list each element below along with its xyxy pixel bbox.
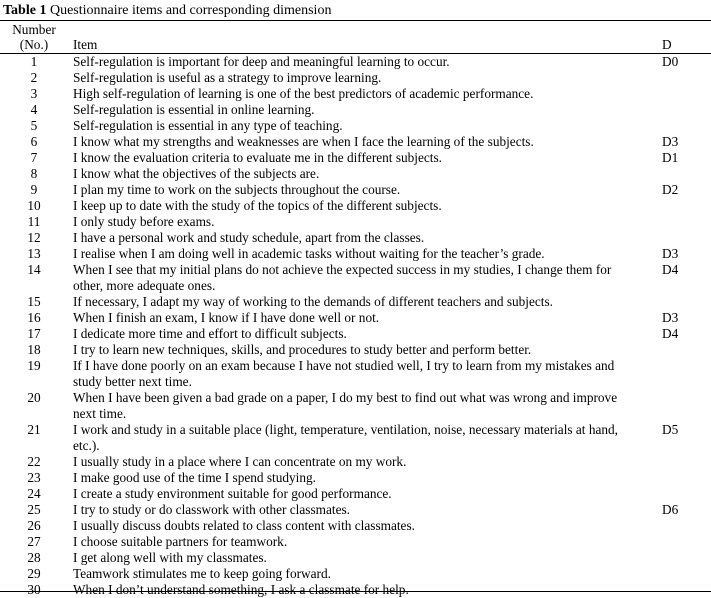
row-dimension: D2 [662,182,679,197]
row-item: I dedicate more time and effort to difficult subjects. [73,326,347,341]
table-row [0,150,711,166]
row-item: I plan my time to work on the subjects throughout the course. [73,182,401,197]
row-item: I make good use of the time I spend studying. [73,470,316,485]
row-item: I realise when I am doing well in academic tasks without waiting for the teacher’s grade. [73,246,545,261]
table-row [0,198,711,214]
row-item: I know what the objectives of the subjects are. [73,166,320,181]
row-item: When I don’t understand something, I ask a classmate for help. [73,582,409,597]
table-header [0,21,711,53]
row-number: 17 [27,326,41,341]
header-dimension: D [662,37,672,52]
table-row [0,230,711,246]
row-number: 26 [27,518,41,533]
row-item: When I see that my initial plans do not achieve the expected success in my studies, I change them for other, more adequate ones. [73,262,612,293]
row-dimension: D4 [662,262,679,277]
row-dimension: D3 [662,310,679,325]
row-number: 7 [30,150,38,165]
row-number: 3 [30,86,38,101]
row-item: I choose suitable partners for teamwork. [73,534,288,549]
table-caption-label: Table 1 [3,3,47,18]
table-row [0,214,711,230]
table-row [0,246,711,262]
row-item: Self-regulation is essential in online learning. [73,102,315,117]
table-row [0,390,711,422]
table-row [0,486,711,502]
row-number: 4 [30,102,38,117]
row-number: 18 [27,342,41,357]
row-number: 2 [30,70,38,85]
table-row [0,550,711,566]
row-number: 16 [27,310,41,325]
row-number: 8 [30,166,38,181]
table-row [0,310,711,326]
row-number: 21 [27,422,41,437]
table-row [0,518,711,534]
row-number: 27 [27,534,41,549]
row-item: When I have been given a bad grade on a paper, I do my best to find out what was wrong and improve next time. [73,390,618,421]
row-item: When I finish an exam, I know if I have done well or not. [73,310,380,325]
row-item: If I have done poorly on an exam because I have not studied well, I try to learn from my mistakes and study better next time. [73,358,615,389]
row-number: 11 [27,214,41,229]
table-body [0,54,711,598]
row-item: If necessary, I adapt my way of working to the demands of different teachers and subjects. [73,294,553,309]
table-row [0,358,711,390]
row-number: 9 [30,182,38,197]
row-item: I get along well with my classmates. [73,550,267,565]
row-number: 28 [27,550,41,565]
row-item: I usually discuss doubts related to class content with classmates. [73,518,415,533]
table-row [0,86,711,102]
row-number: 19 [27,358,41,373]
row-item: I try to learn new techniques, skills, and procedures to study better and perform better. [73,342,532,357]
row-item: I know what my strengths and weaknesses are when I face the learning of the subjects. [73,134,534,149]
table-caption-title: Questionnaire items and corresponding dimension [49,3,332,18]
table-row [0,294,711,310]
header-number-line2: (No.) [19,37,49,52]
row-dimension: D5 [662,422,679,437]
row-number: 30 [27,582,41,597]
row-number: 23 [27,470,41,485]
row-number: 1 [30,54,38,69]
table-caption [3,3,331,19]
row-number: 15 [27,294,41,309]
row-number: 22 [27,454,41,469]
header-number [8,22,60,52]
table-row [0,70,711,86]
table-row [0,134,711,150]
table-row [0,534,711,550]
row-dimension: D0 [662,54,679,69]
row-number: 14 [27,262,41,277]
table-row [0,262,711,294]
table-row [0,566,711,582]
row-item: Self-regulation is important for deep and meaningful learning to occur. [73,54,450,69]
row-item: I work and study in a suitable place (light, temperature, ventilation, noise, necessary materials at hand, etc.). [73,422,618,453]
table-row [0,118,711,134]
table-row [0,326,711,342]
table-row [0,470,711,486]
row-number: 13 [27,246,41,261]
row-item: High self-regulation of learning is one of the best predictors of academic performance. [73,86,534,101]
row-number: 24 [27,486,41,501]
bottom-rule [0,591,711,592]
row-item: Self-regulation is essential in any type of teaching. [73,118,343,133]
row-item: Teamwork stimulates me to keep going forward. [73,566,331,581]
row-dimension: D1 [662,150,679,165]
table-row [0,454,711,470]
row-item: Self-regulation is useful as a strategy to improve learning. [73,70,382,85]
row-number: 12 [27,230,41,245]
row-item: I have a personal work and study schedule, apart from the classes. [73,230,425,245]
row-number: 5 [30,118,38,133]
table-row [0,422,711,454]
row-item: I create a study environment suitable for good performance. [73,486,392,501]
row-item: I usually study in a place where I can concentrate on my work. [73,454,407,469]
table-row [0,182,711,198]
row-item: I know the evaluation criteria to evaluate me in the different subjects. [73,150,442,165]
header-number-line1: Number [12,22,56,37]
row-number: 29 [27,566,41,581]
row-item: I try to study or do classwork with other classmates. [73,502,350,517]
row-dimension: D6 [662,502,679,517]
row-number: 10 [27,198,41,213]
row-dimension: D4 [662,326,679,341]
table-row [0,166,711,182]
header-item: Item [73,37,98,52]
row-item: I keep up to date with the study of the topics of the different subjects. [73,198,442,213]
row-number: 25 [27,502,41,517]
row-number: 6 [30,134,38,149]
row-item: I only study before exams. [73,214,215,229]
table-row [0,54,711,70]
table-row [0,502,711,518]
table-row [0,342,711,358]
row-dimension: D3 [662,246,679,261]
row-dimension: D3 [662,134,679,149]
table-row [0,102,711,118]
row-number: 20 [27,390,41,405]
